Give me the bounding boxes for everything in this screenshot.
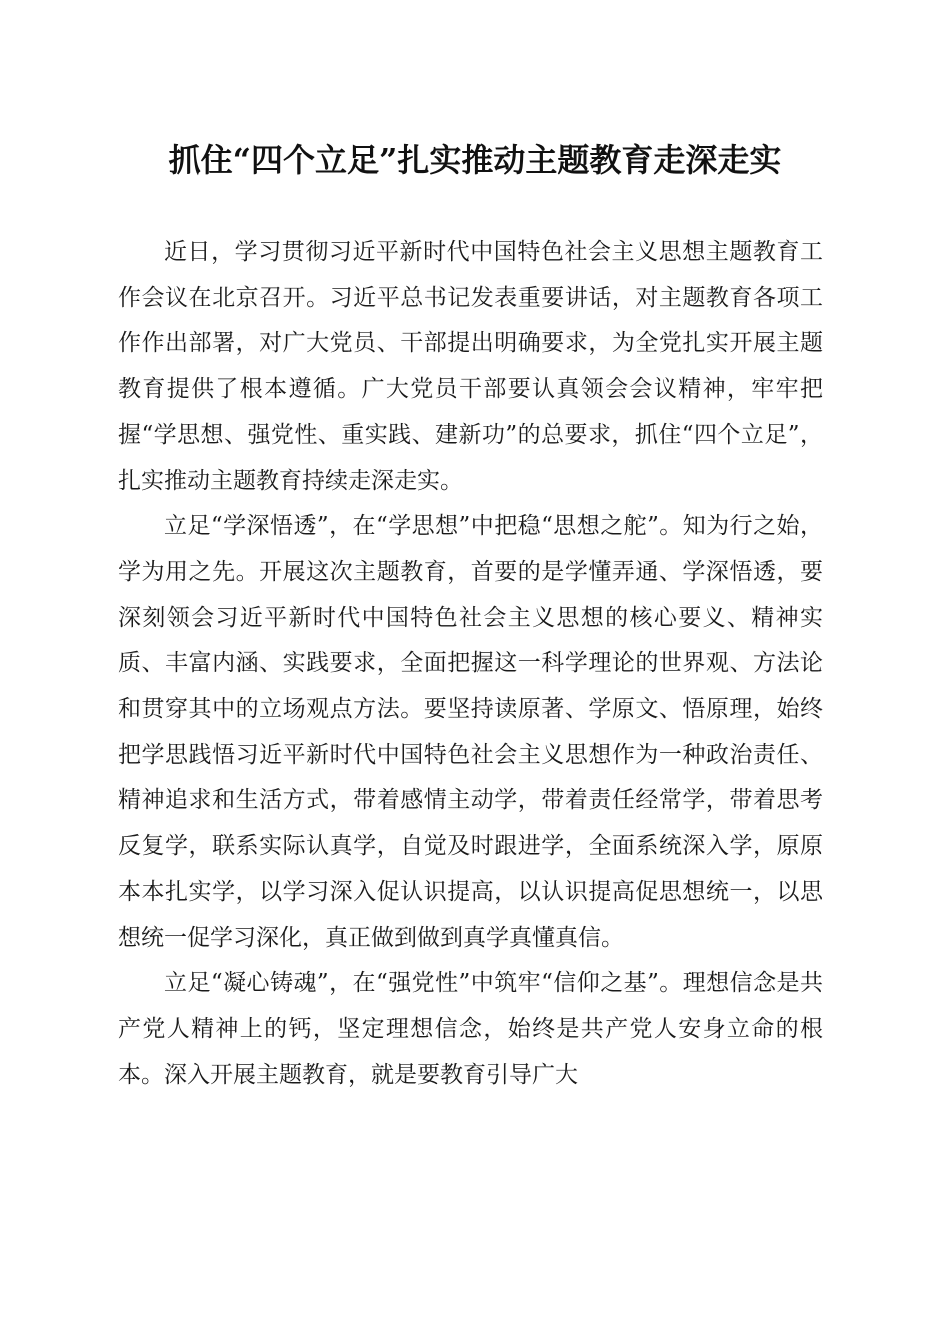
paragraph-2: 立足“学深悟透”，在“学思想”中把稳“思想之舵”。知为行之始，学为用之先。开展这次主题教育，首要的是学懂弄通、学深悟透，要深刻领会习近平新时代中国特色社会主义思想的核心要义、精神实质、丰富内涵、实践要求，全面把握这一科学理论的世界观、方法论和贯穿其中的立场观点方法。要坚持读原著、学原文、悟原理，始终把学思践悟习近平新时代中国特色社会主义思想作为一种政治责任、精神追求和生活方式，带着感情主动学，带着责任经常学，带着思考反复学，联系实际认真学，自觉及时跟进学，全面系统深入学，原原本本扎实学，以学习深入促认识提高，以认识提高促思想统一，以思想统一促学习深化，真正做到做到真学真懂真信。 bbox=[118, 513, 823, 951]
document-title: 抓住“四个立足”扎实推动主题教育走深走实 bbox=[168, 141, 782, 179]
document-body bbox=[118, 230, 823, 1098]
paragraph-3: 立足“凝心铸魂”，在“强党性”中筑牢“信仰之基”。理想信念是共产党人精神上的钙，坚定理想信念，始终是共产党人安身立命的根本。深入开展主题教育，就是要教育引导广大 bbox=[118, 970, 823, 1088]
paragraph-1: 近日，学习贯彻习近平新时代中国特色社会主义思想主题教育工作会议在北京召开。习近平总书记发表重要讲话，对主题教育各项工作作出部署，对广大党员、干部提出明确要求，为全党扎实开展主题教育提供了根本遵循。广大党员干部要认真领会会议精神，牢牢把握“学思想、强党性、重实践、建新功”的总要求，抓住“四个立足”，扎实推动主题教育持续走深走实。 bbox=[118, 239, 823, 494]
